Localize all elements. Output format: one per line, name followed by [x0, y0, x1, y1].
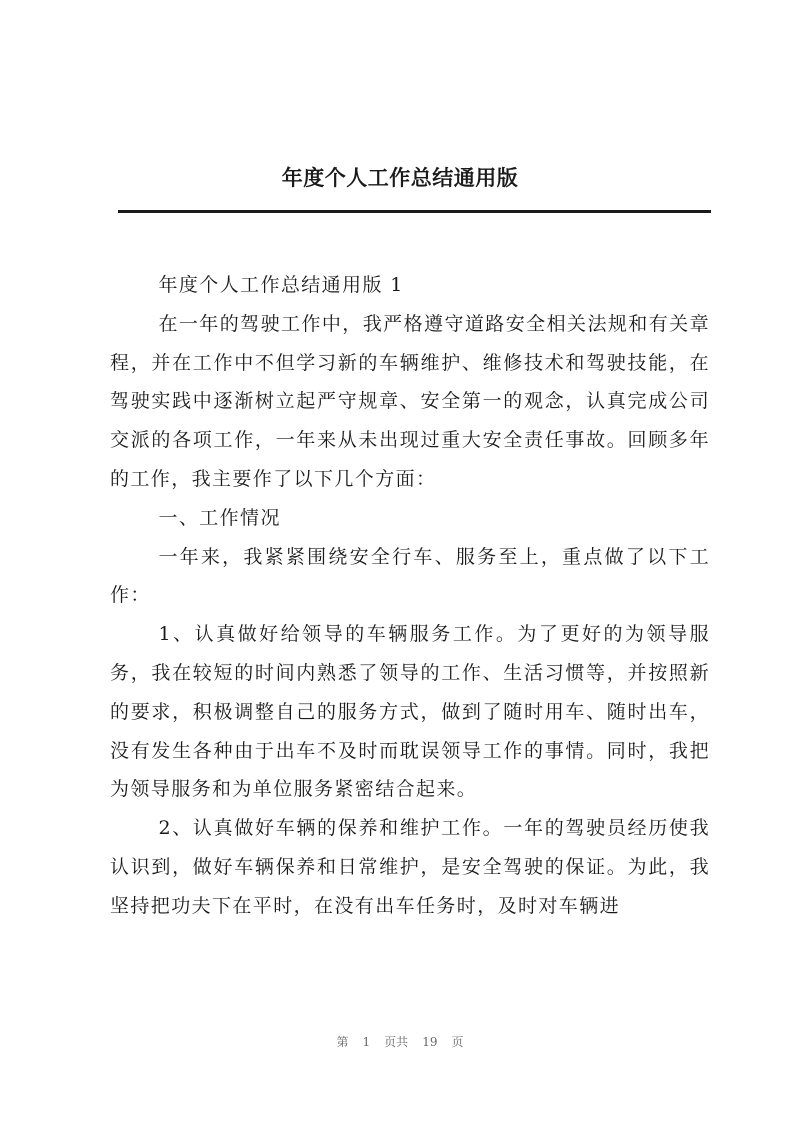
page-title: 年度个人工作总结通用版 — [281, 166, 519, 190]
body-paragraph: 一年来，我紧紧围绕安全行车、服务至上，重点做了以下工作： — [110, 545, 710, 607]
footer-total-pages: 19 — [422, 1035, 438, 1049]
body-paragraph: 2、认真做好车辆的保养和维护工作。一年的驾驶员经历使我认识到，做好车辆保养和日常维护，是安全驾驶的保证。为此，我坚持把功夫下在平时，在没有出车任务时，及时对车辆进 — [110, 817, 710, 917]
body-paragraph: 1、认真做好给领导的车辆服务工作。为了更好的为领导服务，我在较短的时间内熟悉了领导的工作、生活习惯等，并按照新的要求，积极调整自己的服务方式，做到了随时用车、随时出车，没有发生各种由于出车不及时而耽误领导工作的事情。同时，我把为领导服务和为单位服务紧密结合起来。 — [110, 623, 710, 801]
footer-current-page: 1 — [362, 1035, 371, 1049]
body-paragraph: 在一年的驾驶工作中，我严格遵守道路安全相关法规和有关章程，并在工作中不但学习新的车辆维护、维修技术和驾驶技能，在驾驶实践中逐渐树立起严守规章、安全第一的观念，认真完成公司交派的各项工作，一年来从未出现过重大安全责任事故。回顾多年的工作，我主要作了以下几个方面： — [110, 312, 710, 490]
subsection-heading: 一、工作情况 — [158, 506, 281, 529]
page-footer — [0, 1033, 800, 1050]
footer-middle: 页共 — [384, 1035, 409, 1049]
footer-prefix: 第 — [336, 1035, 349, 1049]
footer-suffix: 页 — [451, 1035, 464, 1049]
document-body — [110, 266, 710, 926]
section-heading: 年度个人工作总结通用版 1 — [158, 274, 404, 296]
title-divider — [118, 210, 711, 213]
